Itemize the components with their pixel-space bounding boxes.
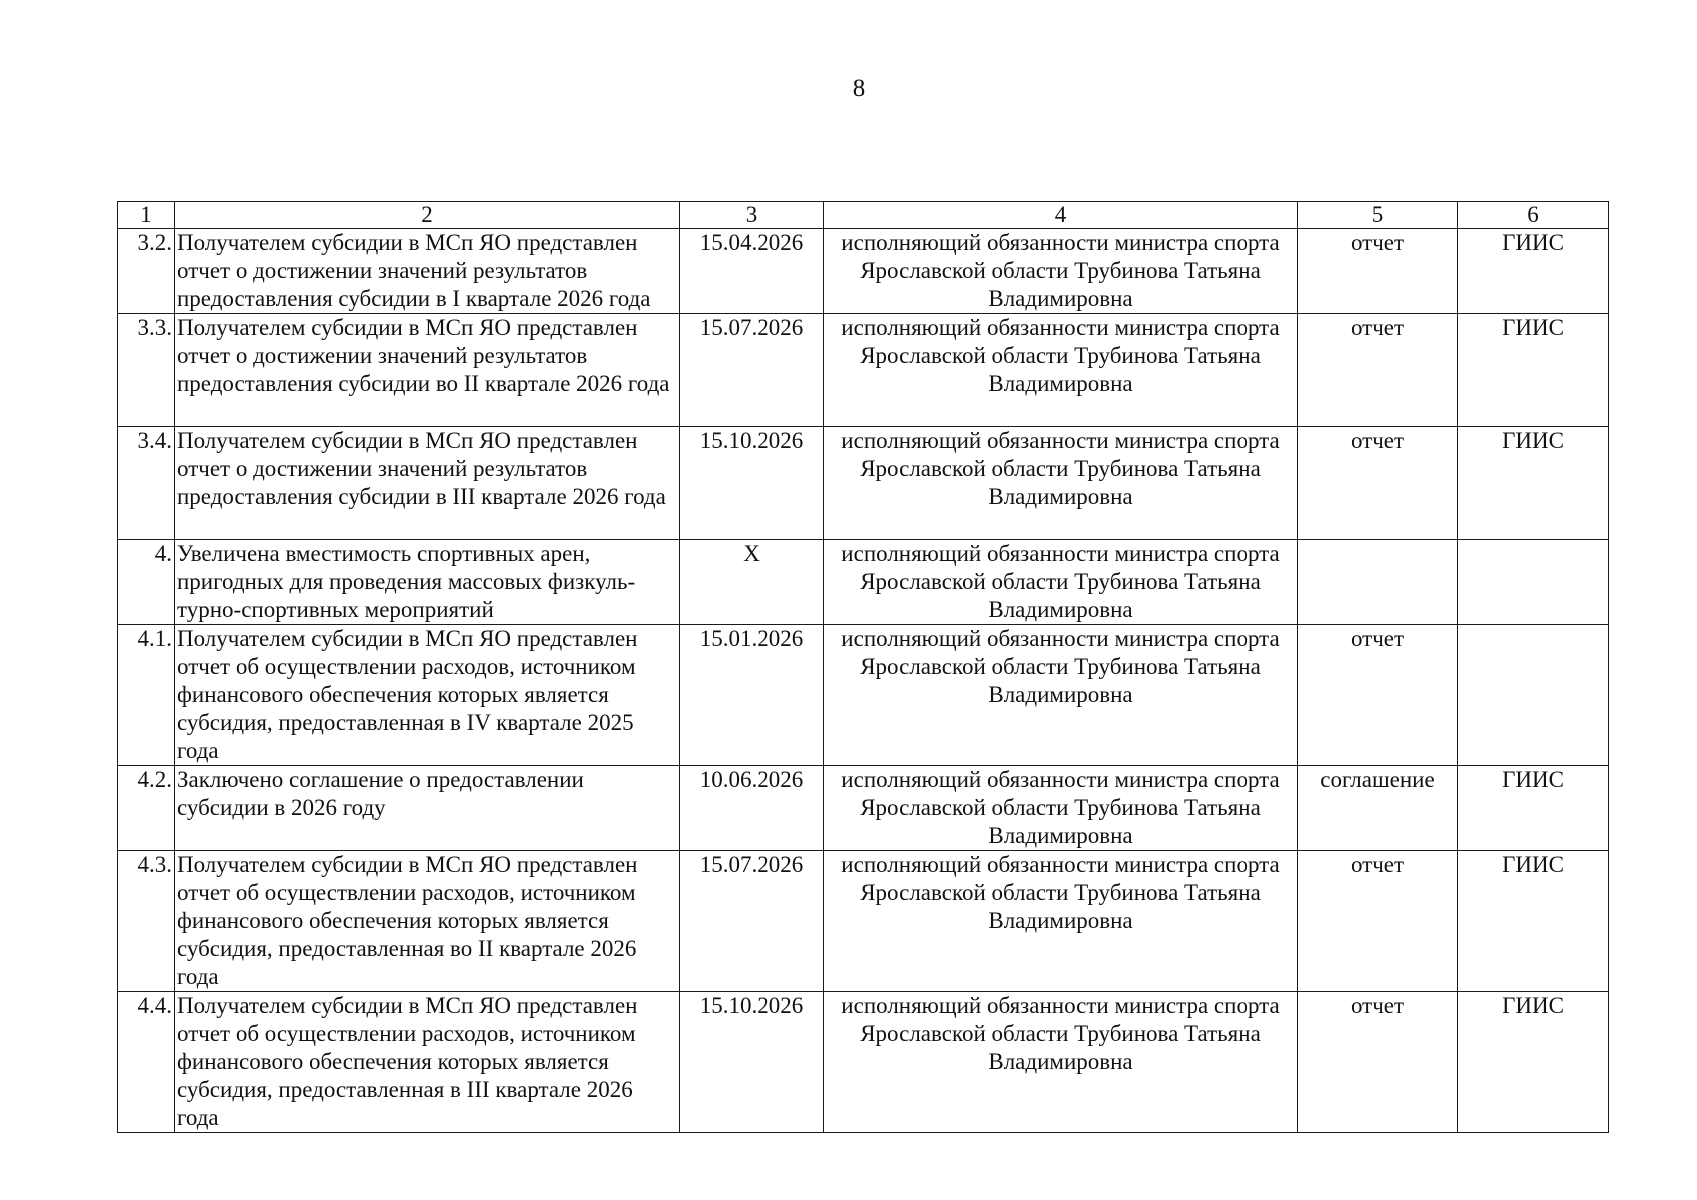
due-date: 15.10.2026 [680,992,824,1133]
row-number: 3.3. [118,314,175,427]
table-row [118,427,1609,540]
document-type: отчет [1298,229,1458,314]
table-row [118,851,1609,992]
due-date: 15.07.2026 [680,851,824,992]
header-cell: 5 [1298,202,1458,229]
due-date: 15.10.2026 [680,427,824,540]
row-number: 4.4. [118,992,175,1133]
table-row [118,766,1609,851]
row-number: 4. [118,540,175,625]
header-cell: 2 [175,202,680,229]
event-description: Увеличена вместимость спортивных арен, пригодных для проведения массовых физкуль-турно-спортивных мероприятий [175,540,680,625]
information-system: ГИИС [1458,427,1609,540]
header-cell: 4 [824,202,1298,229]
event-description: Получателем субсидии в МСп ЯО представлен отчет о достижении значений результатов предоставления субсидии во II квартале 2026 года [175,314,680,427]
due-date: 15.07.2026 [680,314,824,427]
event-description: Получателем субсидии в МСп ЯО представлен отчет об осуществлении расходов, источником финансового обеспечения которых является субсидия, предоставленная в III квартале 2026 года [175,992,680,1133]
information-system: ГИИС [1458,851,1609,992]
information-system: ГИИС [1458,766,1609,851]
due-date: 15.01.2026 [680,625,824,766]
due-date: 10.06.2026 [680,766,824,851]
event-description: Заключено соглашение о предоставлении субсидии в 2026 году [175,766,680,851]
table-row [118,625,1609,766]
information-system: ГИИС [1458,992,1609,1133]
information-system [1458,625,1609,766]
due-date: 15.04.2026 [680,229,824,314]
due-date: Х [680,540,824,625]
plan-table [117,201,1609,1133]
responsible-person: исполняющий обязанности министра спорта Ярославской области Трубинова Татьяна Владимировна [824,766,1298,851]
row-number: 3.4. [118,427,175,540]
information-system [1458,540,1609,625]
header-cell: 1 [118,202,175,229]
information-system: ГИИС [1458,314,1609,427]
document-type: соглашение [1298,766,1458,851]
responsible-person: исполняющий обязанности министра спорта Ярославской области Трубинова Татьяна Владимировна [824,229,1298,314]
header-cell: 6 [1458,202,1609,229]
row-number: 4.3. [118,851,175,992]
row-number: 4.2. [118,766,175,851]
responsible-person: исполняющий обязанности министра спорта Ярославской области Трубинова Татьяна Владимировна [824,427,1298,540]
row-number: 4.1. [118,625,175,766]
responsible-person: исполняющий обязанности министра спорта Ярославской области Трубинова Татьяна Владимировна [824,851,1298,992]
row-number: 3.2. [118,229,175,314]
header-cell: 3 [680,202,824,229]
event-description: Получателем субсидии в МСп ЯО представлен отчет о достижении значений результатов предоставления субсидии в III квартале 2026 года [175,427,680,540]
document-type: отчет [1298,992,1458,1133]
event-description: Получателем субсидии в МСп ЯО представлен отчет о достижении значений результатов предоставления субсидии в I квартале 2026 года [175,229,680,314]
information-system: ГИИС [1458,229,1609,314]
event-description: Получателем субсидии в МСп ЯО представлен отчет об осуществлении расходов, источником финансового обеспечения которых является субсидия, предоставленная в IV квартале 2025 года [175,625,680,766]
responsible-person: исполняющий обязанности министра спорта Ярославской области Трубинова Татьяна Владимировна [824,314,1298,427]
document-type [1298,540,1458,625]
table-row [118,314,1609,427]
document-type: отчет [1298,314,1458,427]
responsible-person: исполняющий обязанности министра спорта Ярославской области Трубинова Татьяна Владимировна [824,625,1298,766]
responsible-person: исполняющий обязанности министра спорта Ярославской области Трубинова Татьяна Владимировна [824,540,1298,625]
document-type: отчет [1298,625,1458,766]
document-type: отчет [1298,851,1458,992]
table-row [118,540,1609,625]
table-row [118,992,1609,1133]
responsible-person: исполняющий обязанности министра спорта Ярославской области Трубинова Татьяна Владимировна [824,992,1298,1133]
document-type: отчет [1298,427,1458,540]
table-header-row [118,202,1609,229]
page-number: 8 [852,75,866,102]
event-description: Получателем субсидии в МСп ЯО представлен отчет об осуществлении расходов, источником финансового обеспечения которых является субсидия, предоставленная во II квартале 2026 года [175,851,680,992]
table-row [118,229,1609,314]
